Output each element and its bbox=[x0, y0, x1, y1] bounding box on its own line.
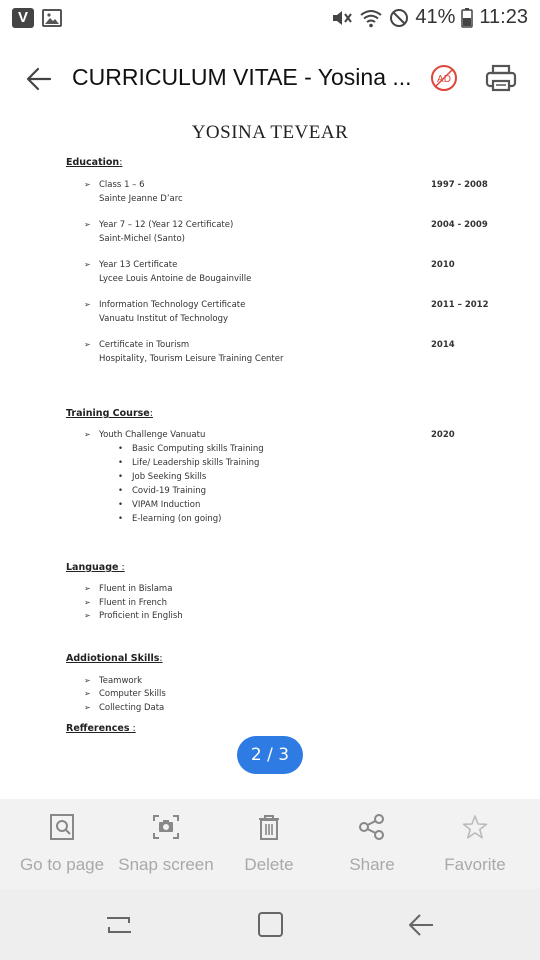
ad-block-icon[interactable] bbox=[428, 62, 460, 94]
language-item: ➢ Proficient in English bbox=[84, 611, 183, 621]
document-page[interactable] bbox=[0, 118, 540, 798]
education-heading: Education: bbox=[66, 157, 123, 168]
star-icon bbox=[461, 813, 489, 841]
clock: 11:23 bbox=[479, 6, 528, 28]
back-arrow-icon[interactable] bbox=[20, 60, 60, 100]
mute-icon bbox=[331, 8, 353, 28]
language-item: ➢ Fluent in Bislama bbox=[84, 584, 173, 594]
trash-icon bbox=[255, 813, 283, 841]
battery-icon bbox=[461, 8, 473, 28]
go-to-page-button[interactable] bbox=[8, 799, 116, 889]
svg-text:AD: AD bbox=[437, 74, 451, 85]
status-bar bbox=[0, 0, 540, 38]
app-bar bbox=[0, 38, 540, 118]
skill-item: ➢ Teamwork bbox=[84, 676, 143, 686]
training-item: • Life/ Leadership skills Training bbox=[132, 456, 259, 470]
document-title: CURRICULUM VITAE - Yosina ... bbox=[72, 64, 412, 90]
recent-apps-icon[interactable] bbox=[104, 911, 134, 939]
share-label: Share bbox=[349, 855, 395, 874]
training-item: • Basic Computing skills Training bbox=[132, 442, 264, 456]
snap-screen-icon bbox=[152, 813, 180, 841]
language-item: ➢ Fluent in French bbox=[84, 598, 167, 608]
back-nav-icon[interactable] bbox=[406, 911, 436, 939]
education-entry: ➢ Year 13 Certificate Lycee Louis Antoine de Bougainville 2010 bbox=[84, 260, 455, 284]
skill-item: ➢ Collecting Data bbox=[84, 703, 165, 713]
go-to-page-label: Go to page bbox=[19, 855, 105, 874]
no-entry-icon bbox=[389, 8, 409, 28]
references-heading: Refferences : bbox=[66, 723, 136, 734]
training-heading: Training Course: bbox=[66, 408, 153, 419]
education-entry: ➢ Certificate in Tourism Hospitality, Tourism Leisure Training Center 2014 bbox=[84, 340, 455, 364]
share-button[interactable] bbox=[318, 799, 426, 889]
share-icon bbox=[358, 813, 386, 841]
navigation-bar bbox=[0, 889, 540, 960]
education-entry: ➢ Class 1 – 6 Sainte Jeanne D’arc 1997 - 2008 bbox=[84, 180, 488, 204]
training-item: • E-learning (on going) bbox=[132, 512, 221, 526]
gallery-icon bbox=[42, 9, 62, 27]
favorite-label: Favorite bbox=[444, 855, 506, 874]
page-indicator: 2 / 3 bbox=[237, 736, 303, 774]
go-to-page-icon bbox=[48, 813, 76, 841]
delete-label: Delete bbox=[244, 855, 294, 874]
education-entry: ➢ Year 7 – 12 (Year 12 Certificate) Saint-Michel (Santo) 2004 - 2009 bbox=[84, 220, 488, 244]
skill-item: ➢ Computer Skills bbox=[84, 689, 166, 699]
training-item: • Covid-19 Training bbox=[132, 484, 206, 498]
training-item: • VIPAM Induction bbox=[132, 498, 200, 512]
snap-screen-button[interactable] bbox=[112, 799, 220, 889]
education-entry: ➢ Information Technology Certificate Vanuatu Institut of Technology 2011 – 2012 bbox=[84, 300, 489, 324]
battery-percent: 41% bbox=[415, 6, 456, 28]
wifi-icon bbox=[359, 8, 383, 28]
v-app-icon: V bbox=[12, 8, 34, 28]
snap-screen-label: Snap screen bbox=[118, 855, 214, 874]
print-icon[interactable] bbox=[484, 62, 518, 94]
skills-heading: Addiotional Skills: bbox=[66, 653, 163, 664]
home-icon[interactable] bbox=[256, 911, 286, 939]
language-heading: Language : bbox=[66, 562, 125, 573]
delete-button[interactable] bbox=[215, 799, 323, 889]
favorite-button[interactable] bbox=[421, 799, 529, 889]
cv-name: YOSINA TEVEAR bbox=[191, 122, 349, 143]
training-item: • Job Seeking Skills bbox=[132, 470, 206, 484]
bottom-toolbar bbox=[0, 799, 540, 889]
training-entry: ➢ Youth Challenge Vanuatu 2020 bbox=[84, 430, 455, 440]
